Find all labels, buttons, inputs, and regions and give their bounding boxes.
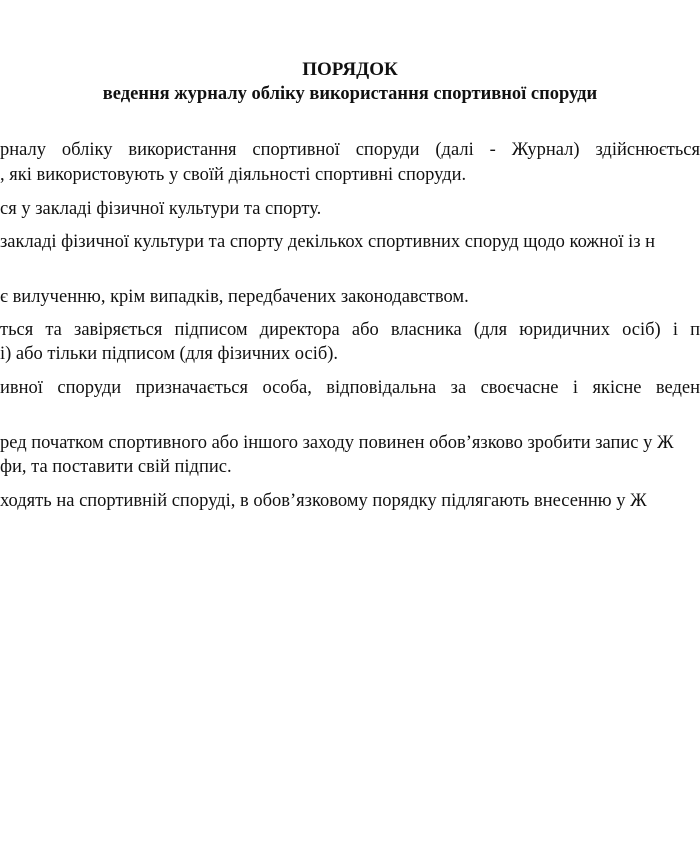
paragraph-1-line-1: рналу обліку використання спортивної споруди (далі - Журнал) здійснюється [0,140,700,160]
paragraph-2-line-1: ся у закладі фізичної культури та спорту. [0,199,322,219]
paragraph-3-line-1: закладі фізичної культури та спорту декількох спортивних споруд щодо кожної із н [0,232,656,252]
document-subtitle: ведення журналу обліку використання спортивної споруди [102,84,598,104]
paragraph-5-line-1: ться та завіряється підписом директора або власника (для юридичних осіб) і п [0,320,700,340]
paragraph-6-line-1: ивної споруди призначається особа, відповідальна за своєчасне і якісне веден [0,378,700,398]
document-title: ПОРЯДОК [302,59,398,80]
paragraph-7-line-2: фи, та поставити свій підпис. [0,457,232,477]
paragraph-8-line-1: ходять на спортивній споруді, в обов’язковому порядку підлягають внесенню у Ж [0,491,647,511]
paragraph-1-line-2: , які використовують у своїй діяльності спортивні споруди. [0,165,467,185]
paragraph-7-line-1: ред початком спортивного або іншого заходу повинен обов’язково зробити запис у Ж [0,433,674,453]
paragraph-4-line-1: є вилученню, крім випадків, передбачених законодавством. [0,287,469,307]
paragraph-5-line-2: і) або тільки підписом (для фізичних осіб). [0,344,339,364]
